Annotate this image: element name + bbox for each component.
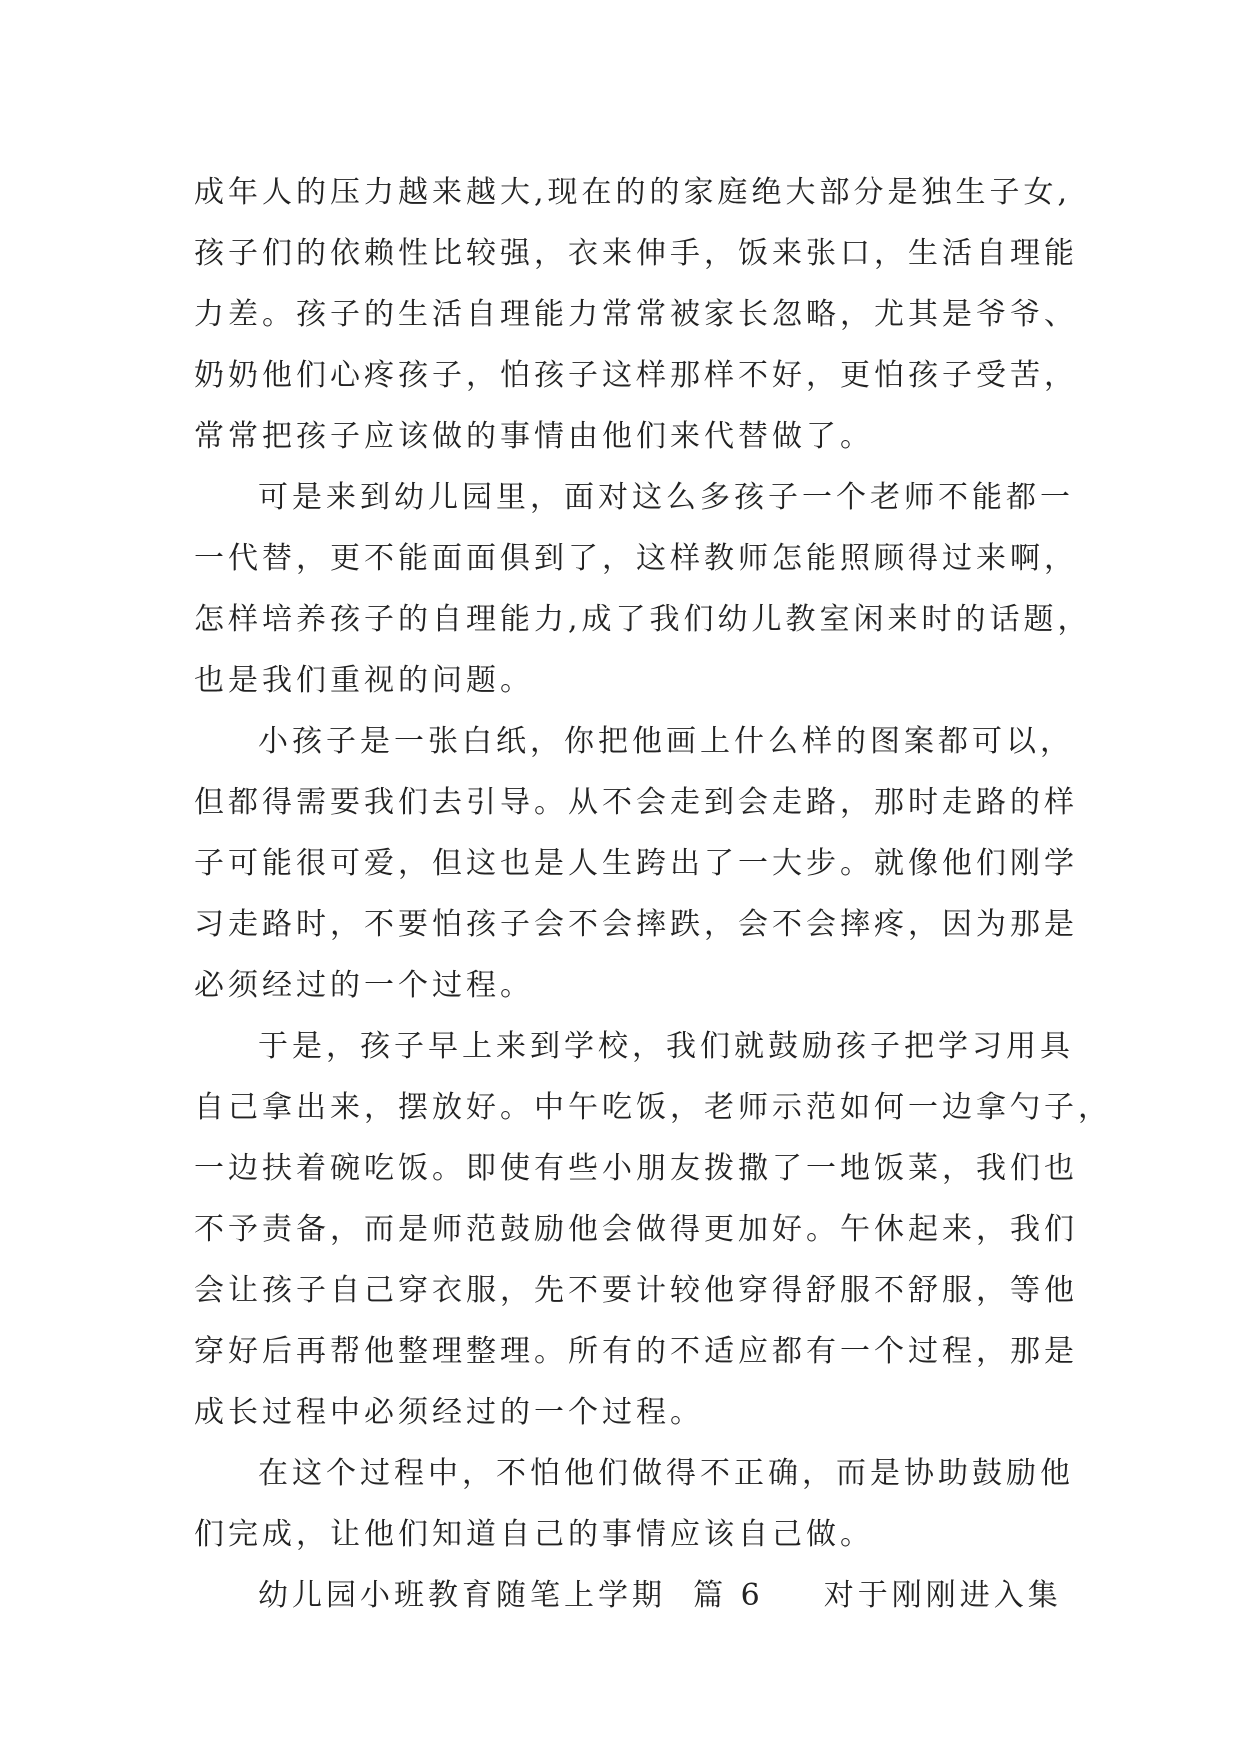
- section-number: 篇 6: [693, 1578, 764, 1613]
- paragraph-3: [194, 711, 1094, 1016]
- text-line: 但都得需要我们去引导。从不会走到会走路，那时走路的样: [194, 785, 1078, 820]
- text-line: 子可能很可爱，但这也是人生跨出了一大步。就像他们刚学: [194, 846, 1078, 881]
- text-line: 必须经过的一个过程。: [194, 968, 534, 1003]
- text-line: 怎样培养孩子的自理能力,成了我们幼儿教室闲来时的话题，: [194, 602, 1092, 637]
- paragraph-2: [194, 467, 1094, 711]
- text-line: 一边扶着碗吃饭。即使有些小朋友拨撒了一地饭菜，我们也: [194, 1151, 1078, 1186]
- paragraph-5: [194, 1443, 1094, 1565]
- text-line: 成年人的压力越来越大,现在的的家庭绝大部分是独生子女,: [194, 175, 1072, 210]
- text-line: 在这个过程中，不怕他们做得不正确，而是协助鼓励他: [258, 1456, 1074, 1491]
- text-line: 不予责备，而是师范鼓励他会做得更加好。午休起来，我们: [194, 1212, 1078, 1247]
- document-body: [194, 162, 1112, 1626]
- text-line: 一代替，更不能面面俱到了，这样教师怎能照顾得过来啊，: [194, 541, 1078, 576]
- text-line: 们完成，让他们知道自己的事情应该自己做。: [194, 1517, 874, 1552]
- section-heading: [194, 1565, 1094, 1626]
- section-title: 幼儿园小班教育随笔上学期: [258, 1578, 666, 1613]
- text-line: 于是，孩子早上来到学校，我们就鼓励孩子把学习用具: [258, 1029, 1074, 1064]
- paragraph-4: [194, 1016, 1112, 1443]
- text-line: 孩子们的依赖性比较强，衣来伸手，饭来张口，生活自理能: [194, 236, 1078, 271]
- text-line: 习走路时，不要怕孩子会不会摔跌，会不会摔疼，因为那是: [194, 907, 1078, 942]
- text-line: 可是来到幼儿园里，面对这么多孩子一个老师不能都一: [258, 480, 1074, 515]
- text-line: 奶奶他们心疼孩子，怕孩子这样那样不好，更怕孩子受苦，: [194, 358, 1078, 393]
- text-line: 也是我们重视的问题。: [194, 663, 534, 698]
- section-continuation: 对于刚刚进入集: [823, 1578, 1062, 1613]
- text-line: 穿好后再帮他整理整理。所有的不适应都有一个过程，那是: [194, 1334, 1078, 1369]
- text-line: 自己拿出来，摆放好。中午吃饭，老师示范如何一边拿勺子，: [194, 1090, 1112, 1125]
- text-line: 常常把孩子应该做的事情由他们来代替做了。: [194, 419, 874, 454]
- text-line: 小孩子是一张白纸，你把他画上什么样的图案都可以，: [258, 724, 1074, 759]
- paragraph-1: [194, 162, 1094, 467]
- text-line: 力差。孩子的生活自理能力常常被家长忽略，尤其是爷爷、: [194, 297, 1078, 332]
- text-line: 成长过程中必须经过的一个过程。: [194, 1395, 704, 1430]
- text-line: 会让孩子自己穿衣服，先不要计较他穿得舒服不舒服，等他: [194, 1273, 1078, 1308]
